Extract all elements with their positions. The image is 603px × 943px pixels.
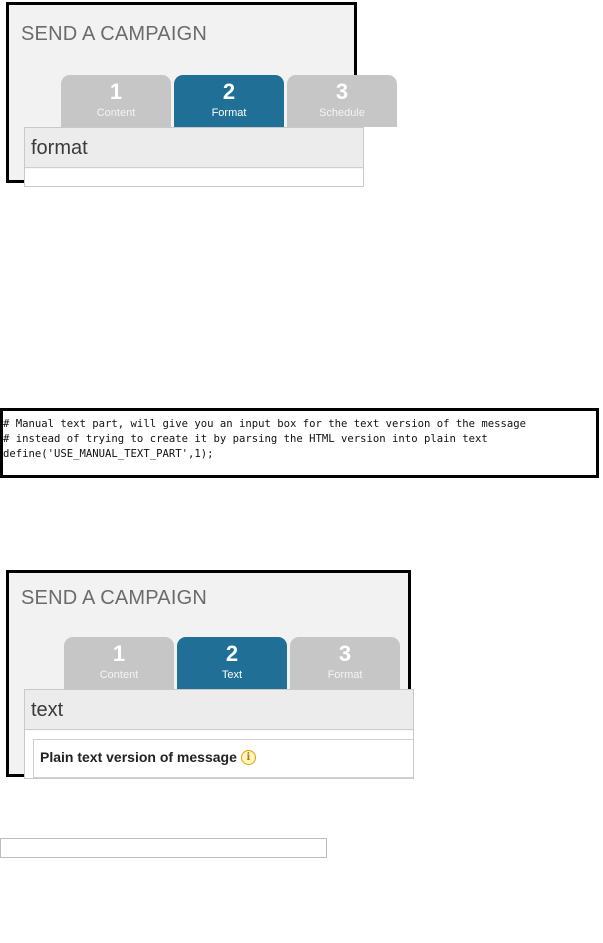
info-icon[interactable]: i [241, 750, 256, 765]
panel-body [25, 169, 363, 186]
panel-title: text [25, 690, 413, 730]
tab-content[interactable] [64, 637, 174, 689]
format-panel [24, 127, 364, 187]
text-input[interactable] [0, 838, 327, 858]
campaign-format-screenshot [6, 2, 365, 183]
code-line: # instead of trying to create it by parsing the HTML version into plain text [3, 433, 488, 445]
tab-format[interactable] [290, 637, 400, 689]
field-label: Plain text version of message [40, 749, 237, 765]
code-line: define('USE_MANUAL_TEXT_PART',1); [3, 448, 214, 460]
tab-number: 3 [335, 79, 349, 104]
tab-number: 2 [225, 641, 239, 666]
tab-label: Format [327, 669, 363, 681]
tab-format[interactable] [174, 75, 284, 127]
tab-schedule[interactable] [287, 75, 397, 127]
page-title: SEND A CAMPAIGN [21, 23, 208, 45]
plain-text-section [33, 739, 413, 778]
tab-text[interactable] [177, 637, 287, 689]
campaign-text-screenshot [6, 570, 411, 777]
page-title: SEND A CAMPAIGN [21, 587, 208, 609]
panel-title: format [25, 128, 363, 168]
tab-label: Schedule [319, 107, 365, 119]
tab-number: 1 [112, 641, 126, 666]
panel-body [25, 731, 413, 778]
tab-label: Format [211, 107, 247, 119]
text-panel [24, 689, 414, 779]
tab-content[interactable] [61, 75, 171, 127]
code-line: # Manual text part, will give you an input box for the text version of the message [3, 418, 526, 430]
config-code-snippet [0, 408, 599, 478]
tab-label: Content [99, 669, 139, 681]
tab-label: Text [221, 669, 243, 681]
tab-label: Content [96, 107, 136, 119]
tab-number: 3 [338, 641, 352, 666]
tab-number: 1 [109, 79, 123, 104]
tab-number: 2 [222, 79, 236, 104]
